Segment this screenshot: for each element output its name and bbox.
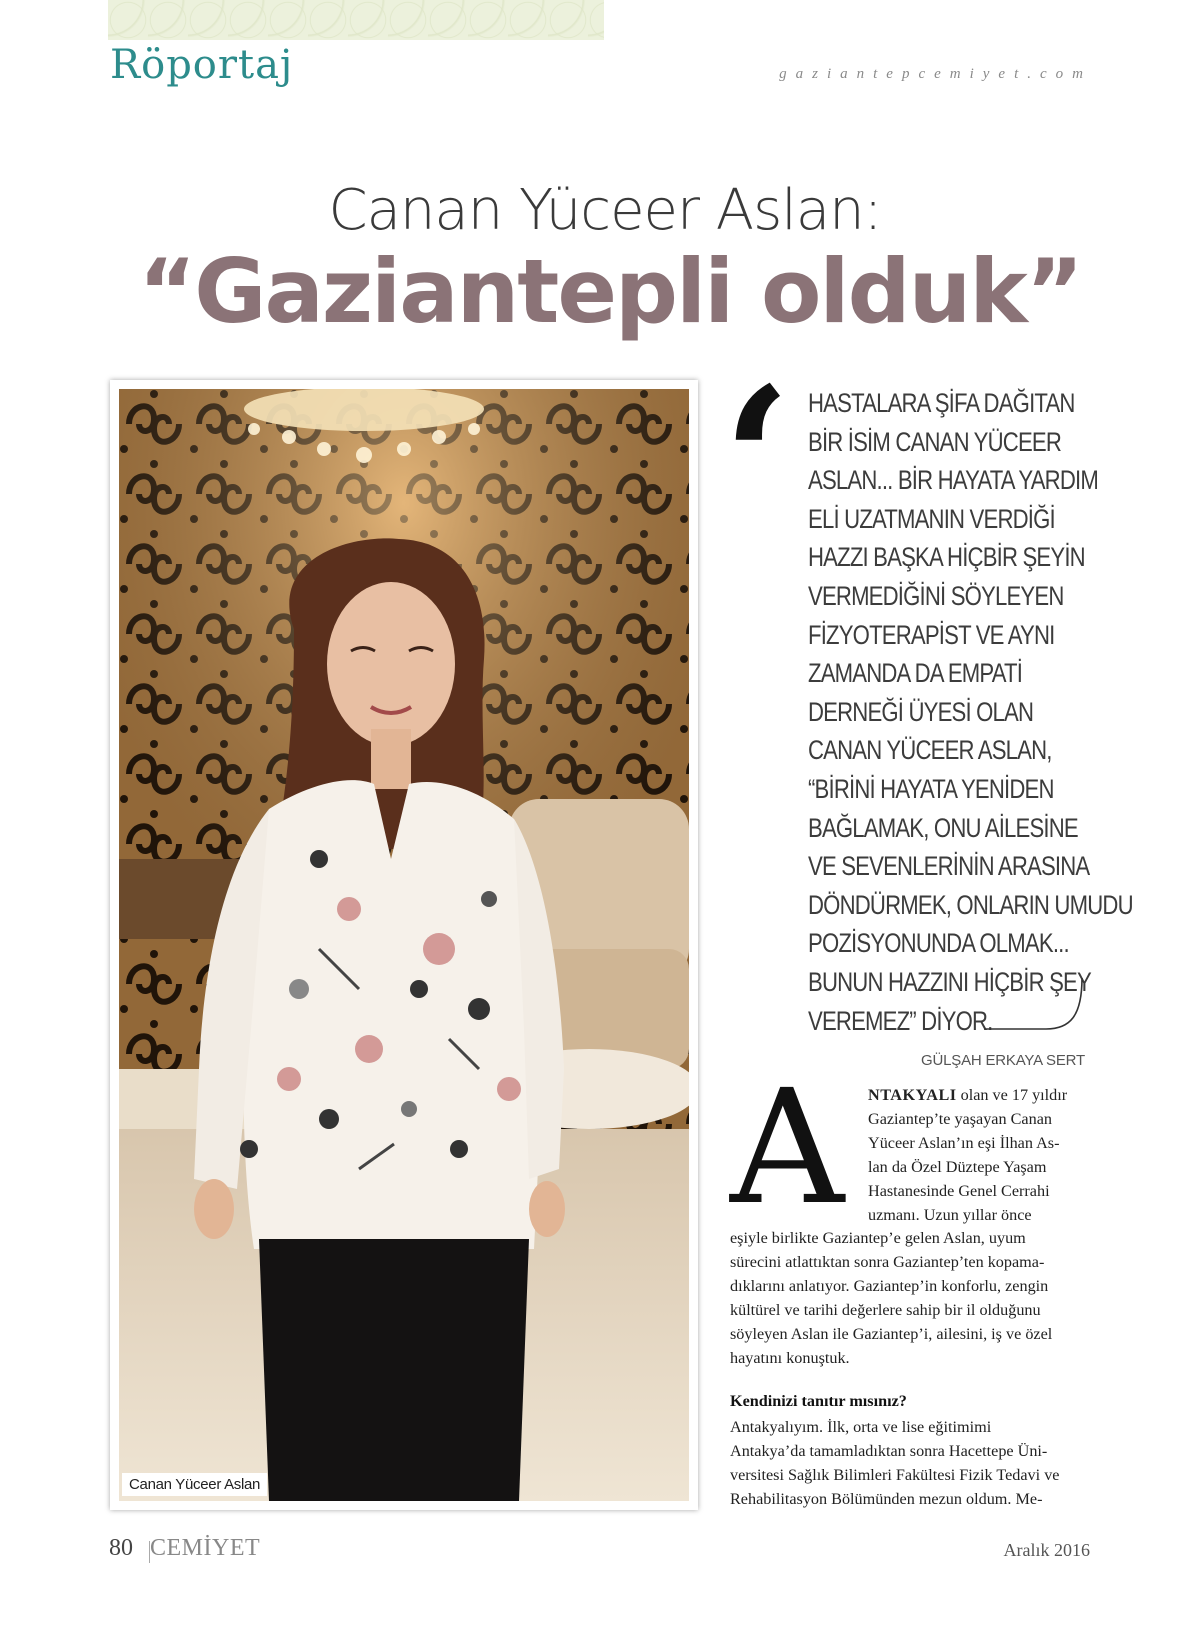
intro-line: olan ve 17 yıldır — [956, 1086, 1068, 1104]
quote-mark-icon: ‘ — [722, 344, 792, 579]
intro-line: kültürel ve tarihi değerlere sahip bir il olduğunu — [730, 1301, 1041, 1320]
intro-line: sürecini atlattıktan sonra Gaziantep’ten kopama- — [730, 1253, 1045, 1272]
interview-question: Kendinizi tanıtır mısınız? — [730, 1392, 907, 1410]
intro-line: hayatını konuştuk. — [730, 1348, 850, 1367]
interview-answer — [730, 1416, 1086, 1512]
publication-name: CEMİYET — [150, 1535, 261, 1561]
answer-line: Rehabilitasyon Bölümünden mezun oldum. Me- — [730, 1489, 1043, 1508]
section-label: Röportaj — [110, 42, 294, 88]
issue-date: Aralık 2016 — [1003, 1540, 1090, 1560]
page-number: 80 — [109, 1535, 133, 1561]
pullquote-line: BİR İSİM CANAN YÜCEER — [808, 426, 1062, 457]
answer-line: versitesi Sağlık Bilimleri Fakültesi Fizik Tedavi ve — [730, 1465, 1060, 1484]
pullquote-line: BAĞLAMAK, ONU AİLESİNE — [808, 812, 1078, 843]
portrait-photo-frame — [110, 380, 698, 1510]
pullquote-line: POZİSYONUNDA OLMAK... — [808, 928, 1069, 959]
intro-line: söyleyen Aslan ile Gaziantep’i, ailesini, iş ve özel — [730, 1325, 1053, 1344]
pullquote-line: VE SEVENLERİNİN ARASINA — [808, 851, 1090, 882]
intro-line: Yüceer Aslan’ın eşi İlhan As- — [868, 1133, 1060, 1152]
pullquote-line: HAZZI BAŞKA HİÇBİR ŞEYİN — [808, 542, 1085, 573]
portrait-photo — [119, 389, 689, 1501]
intro-line: Gaziantep’te yaşayan Canan — [868, 1109, 1052, 1128]
pullquote-line: VERMEDİĞİNİ SÖYLEYEN — [808, 580, 1064, 611]
byline: GÜLŞAH ERKAYA SERT — [921, 1052, 1085, 1069]
pullquote-line: ELİ UZATMANIN VERDİĞİ — [808, 503, 1055, 534]
pullquote-line: VEREMEZ” DİYOR. — [808, 1005, 993, 1036]
headline-quote: “Gaziantepli olduk” — [138, 240, 1082, 343]
pullquote-line: HASTALARA ŞİFA DAĞITAN — [808, 388, 1075, 418]
header-pattern-band — [108, 0, 604, 40]
headline-name: Canan Yüceer Aslan: — [328, 178, 882, 243]
answer-line: Antakyalıyım. İlk, orta ve lise eğitimimi — [730, 1418, 992, 1436]
pullquote-line: DERNEĞİ ÜYESİ OLAN — [808, 696, 1034, 727]
pullquote-end-curve — [984, 976, 1088, 1032]
pullquote-line: “BİRİNİ HAYATA YENİDEN — [808, 773, 1054, 804]
pullquote-line: FİZYOTERAPİST VE AYNI — [808, 619, 1055, 650]
portrait-illustration — [119, 389, 689, 1501]
pullquote — [808, 384, 1133, 1040]
pullquote-line: DÖNDÜRMEK, ONLARIN UMUDU — [808, 889, 1133, 920]
intro-line: Hastanesinde Genel Cerrahi — [868, 1181, 1050, 1200]
pullquote-line: BUNUN HAZZINI HİÇBİR ŞEY — [808, 966, 1091, 997]
answer-line: Antakya’da tamamladıktan sonra Hacettepe Üni- — [730, 1441, 1048, 1460]
intro-line: uzmanı. Uzun yıllar önce — [868, 1205, 1032, 1224]
site-url[interactable]: gaziantepcemiyet.com — [779, 66, 1092, 82]
intro-line: lan da Özel Düztepe Yaşam — [868, 1157, 1047, 1176]
drop-cap: A — [730, 1056, 845, 1240]
pullquote-line: CANAN YÜCEER ASLAN, — [808, 735, 1052, 766]
intro-line: dıklarını anlatıyor. Gaziantep’in konforlu, zengin — [730, 1277, 1049, 1296]
pullquote-line: ZAMANDA DA EMPATİ — [808, 658, 1023, 689]
photo-caption: Canan Yüceer Aslan — [122, 1473, 267, 1496]
intro-line: eşiyle birlikte Gaziantep’e gelen Aslan, uyum — [730, 1229, 1026, 1248]
lead-word: NTAKYALI — [868, 1086, 957, 1104]
pullquote-line: ASLAN... BİR HAYATA YARDIM — [808, 465, 1098, 496]
article-intro — [730, 1084, 1086, 1371]
